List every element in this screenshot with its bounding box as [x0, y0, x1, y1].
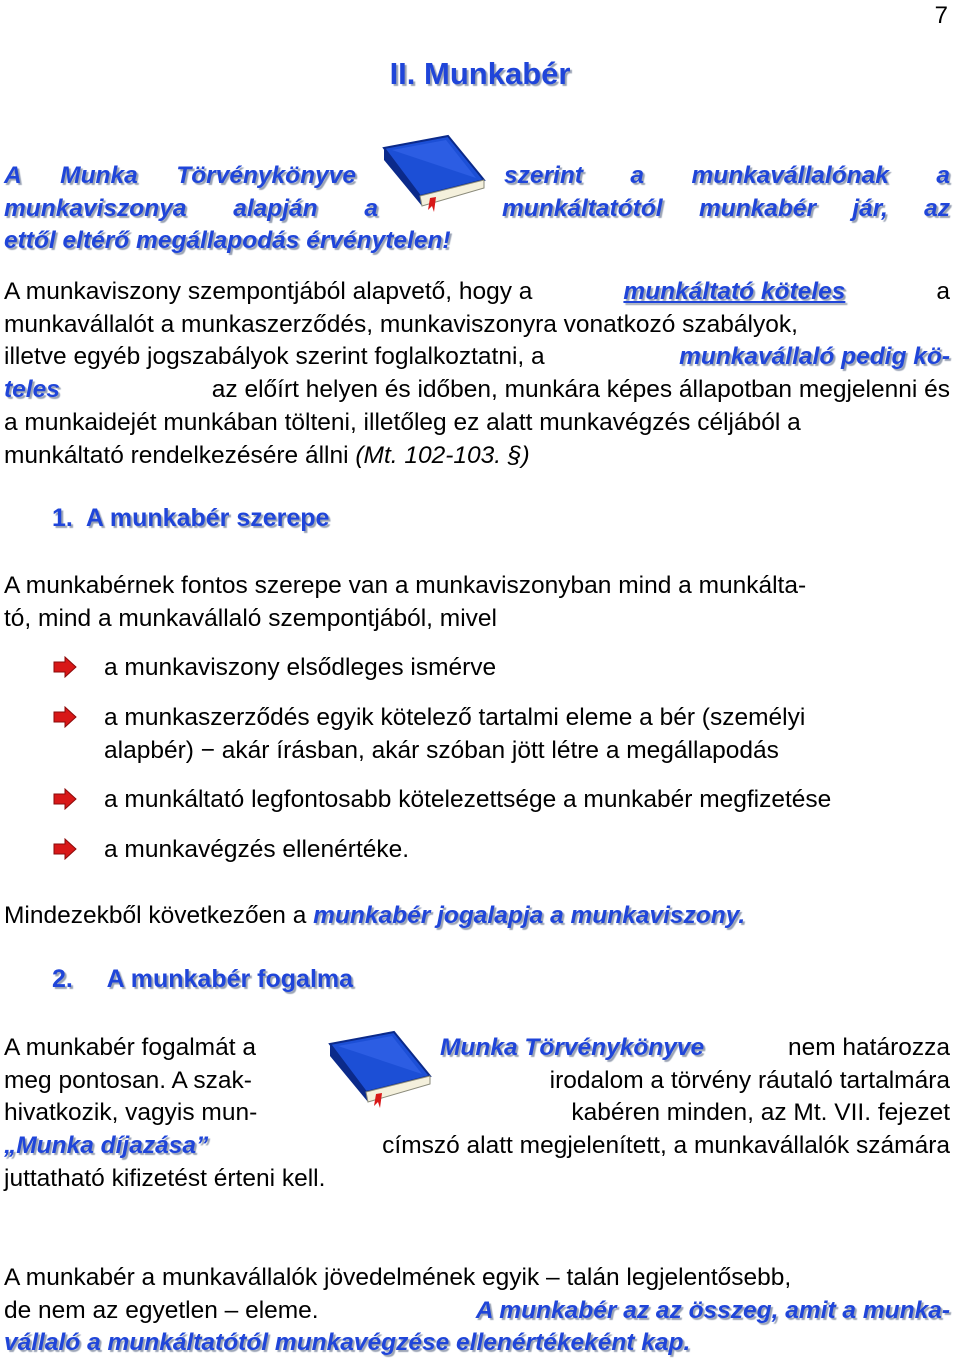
paragraph-definition [4, 1032, 950, 1196]
text: az előírt helyen és időben, munkára képes állapotban megjelenni és [211, 376, 950, 404]
text: nem határozza [787, 1034, 950, 1061]
arrow-bullet-icon [52, 706, 78, 728]
text: A munkabérnek fontos szerepe van a munkaviszonyban mind a munkálta- [4, 572, 807, 599]
section-heading-2 [52, 965, 353, 994]
text: A munkabér a munkavállalók jövedelmének egyik – talán legjelentősebb, [4, 1264, 792, 1291]
text: illetve egyéb jogszabályok szerint foglalkoztatni, a [4, 343, 545, 371]
emphasis-legal-basis: munkabér jogalapja a munkaviszony. [313, 902, 746, 929]
text: címszó alatt megjelenített, a munkavállalók számára [382, 1132, 950, 1160]
paragraph-role [4, 570, 950, 635]
arrow-bullet-icon [52, 838, 78, 860]
emphasis-employee-obliged: munkavállaló pedig kö- [679, 343, 950, 371]
heading-number: 1. [52, 504, 73, 532]
intro-conclusion: ettől eltérő megállapodás érvénytelen! [4, 227, 451, 255]
emphasis-employer-obliged: munkáltató köteles [623, 278, 846, 305]
intro-word: a [364, 194, 378, 222]
list-item [104, 834, 950, 867]
heading-text: A munkabér szerepe [85, 504, 330, 532]
intro-word: Törvénykönyve [176, 162, 356, 189]
text: a munkaidejét munkában tölteni, illetőleg ez alatt munkavégzés céljából a [4, 408, 801, 436]
emphasis-remuneration: „Munka díjazása” [4, 1132, 209, 1160]
text: tó, mind a munkavállaló szempontjából, mivel [4, 604, 497, 632]
text: munkáltató rendelkezésére állni [4, 441, 349, 469]
list-item [104, 784, 950, 817]
paragraph-conclusion [4, 900, 950, 933]
paragraph-obligations [4, 276, 950, 472]
intro-word: szerint [504, 162, 583, 189]
text: A munkaviszony szempontjából alapvető, hogy a [4, 278, 533, 305]
intro-word: munkáltatótól [502, 194, 663, 222]
arrow-bullet-icon [52, 788, 78, 810]
intro-word: munkavállalónak [691, 162, 889, 189]
intro-word: alapján [233, 194, 318, 222]
text: kabéren minden, az Mt. VII. fejezet [571, 1099, 950, 1127]
heading-text: A munkabér fogalma [106, 965, 354, 993]
intro-word: az [924, 194, 950, 222]
intro-word: Munka [60, 162, 138, 189]
emphasis-labour-code: Munka Törvénykönyve [440, 1034, 705, 1061]
intro-word: munkaviszonya [4, 194, 187, 222]
text: juttatható kifizetést érteni kell. [4, 1164, 326, 1192]
emphasis-definition: A munkabér az az összeg, amit a munka- [475, 1296, 950, 1324]
list-item [104, 702, 950, 767]
intro-paragraph [4, 160, 950, 258]
emphasis-definition-cont: vállaló a munkáltatótól munkavégzése ellenértékeként kap. [4, 1329, 691, 1357]
heading-number: 2. [52, 965, 73, 993]
text: A munkabér fogalmát a [4, 1034, 256, 1061]
text: munkavállalót a munkaszerződés, munkaviszonyra vonatkozó szabályok, [4, 310, 798, 338]
list-item-text: a munkavégzés ellenértéke. [104, 836, 410, 863]
law-reference: (Mt. 102-103. §) [355, 441, 530, 469]
page-title: II. Munkabér [389, 56, 571, 91]
text: Mindezekből következően a [4, 902, 307, 929]
text: hivatkozik, vagyis mun- [4, 1099, 258, 1127]
intro-word: A [4, 162, 22, 189]
intro-word: munkabér [698, 194, 817, 222]
list-item-text: alapbér) − akár írásban, akár szóban jött létre a megállapodás [104, 736, 779, 764]
list-item-text: a munkáltató legfontosabb kötelezettsége a munkabér megfizetése [104, 786, 832, 813]
intro-word: jár, [852, 194, 888, 222]
list-item-text: a munkaviszony elsődleges ismérve [104, 654, 497, 681]
arrow-bullet-icon [52, 656, 78, 678]
paragraph-income [4, 1262, 950, 1360]
text: irodalom a törvény ráutaló tartalmára [549, 1066, 950, 1094]
text: a [936, 278, 950, 305]
section-heading-1 [52, 504, 329, 533]
emphasis-employee-obliged-cont: teles [4, 376, 60, 404]
intro-word: a [630, 162, 645, 189]
list-item-text: a munkaszerződés egyik kötelező tartalmi eleme a bér (személyi [104, 704, 806, 731]
intro-word: a [936, 162, 950, 189]
page-number: 7 [934, 2, 948, 29]
text: de nem az egyetlen – eleme. [4, 1296, 319, 1324]
list-item [104, 652, 950, 685]
text: meg pontosan. A szak- [4, 1066, 252, 1094]
